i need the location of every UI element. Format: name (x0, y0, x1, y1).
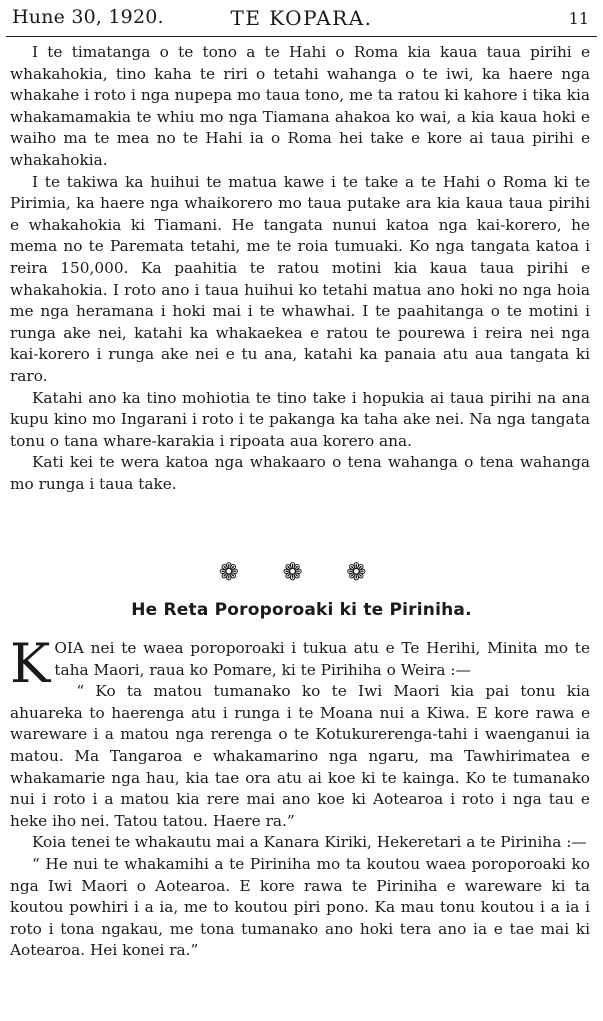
paragraph: Koia tenei te whakautu mai a Kanara Kiriki, Hekeretari a te Piriniha :— (32, 833, 587, 852)
article-body-2 (10, 632, 590, 962)
paragraph: Kati kei te wera katoa nga whakaaro o tena wahanga o tena wahanga mo runga i taua take. (10, 453, 590, 493)
issue-date: Hune 30, 1920. (12, 6, 164, 28)
quote-paragraph: “ Ko ta matou tumanako ko te Iwi Maori kia pai tonu kia ahuareka to haerenga atu i runga i te Moana nui a Kiwa. E kore rawa e wareware i a matou nga rerenga o te Kotukurerenga-tahi i waenganui ia matou. Ma Tangaroa e whakamarino nga ngaru, ma Tawhirimatea e whakamarie nga hau, kia tae ora atu ai koe ki te kainga. Ko te tumanako nui i roto i a matou kia rere mai ano koe ki Aotearoa i roto i nga tau e heke iho nei. Tatou tatou. Haere ra.” (10, 682, 590, 830)
header-rule (6, 36, 597, 37)
paragraph: Katahi ano ka tino mohiotia te tino take i hopukia ai taua pirihi na ana kupu kino mo Ingarani i roto i te pakanga ka taha ake nei. Na nga tangata tonu o tana whare-karakia i ripoata aua korero ana. (10, 388, 590, 450)
page-number: 11 (568, 9, 589, 28)
lead-paragraph (10, 632, 590, 695)
page-header (0, 0, 603, 34)
article-title: He Reta Poroporoaki ki te Piriniha. (131, 600, 472, 620)
lead-text: OIA nei te waea poroporoaki i tukua atu e Te Herihi, Minita mo te taha Maori, raua ko Pomare, ki te Pirihiha o Weira :— (54, 639, 590, 679)
quote-paragraph: “ He nui te whakamihi a te Piriniha mo ta koutou waea poroporoaki ko nga Iwi Maori o Aotearoa. E kore rawa te Piriniha e wareware ki ta koutou powhiri i a ia, me to koutou piri pono. Ka mau tonu koutou i a ia i roto i tona ngakau, me tona tumanako ano hoki tera ano ia e tae mai ki Aotearoa. Hei konei ra.” (10, 854, 590, 960)
drop-cap: K (10, 632, 51, 695)
article-body-1 (10, 42, 590, 495)
paragraph: I te takiwa ka huihui te matua kawe i te take a te Hahi o Roma ki te Pirimia, ka haere nga whaikorero mo taua putake ara kia kaua taua pirihi e whakahokia ki Tiamani. He tangata nunui katoa nga kai-korero, he mema no te Paremata tetahi, me te roia tumuaki. Ko nga tangata katoa i reira 150,000. Ka paahitia te ratou motini kia kaua taua pirihi e whakahokia. I roto ano i taua huihui ko tetahi matua ano hoki no nga hoia me nga heramana i hoki mai i te whawhai. I te paahitanga o te motini i runga ake nei, katahi ka whakaekea e ratou te pourewa i reira nei nga kai-korero i runga ake nei e tu ana, katahi ka panaia atu aua tangata ki raro. (10, 172, 590, 385)
publication-title: TE KOPARA. (230, 6, 373, 30)
flower-ornament-icon: ❁ (218, 558, 257, 586)
flower-ornament-icon: ❁ (346, 558, 385, 586)
section-divider (0, 558, 603, 586)
flower-ornament-icon: ❁ (282, 558, 321, 586)
paragraph: I te timatanga o te tono a te Hahi o Roma kia kaua taua pirihi e whakahokia, tino kaha te riri o tetahi wahanga o te iwi, ka haere nga whakahe i roto i nga nupepa mo taua tono, me ta ratou ki kahore i tika kia whakamamakia te whiu mo nga Tiamana ahakoa ko wai, a kia kaua hoki e waiho ma te mea no te Hahi ia o Roma hei take e kore ai taua pirihi e whakahokia. (10, 43, 590, 169)
